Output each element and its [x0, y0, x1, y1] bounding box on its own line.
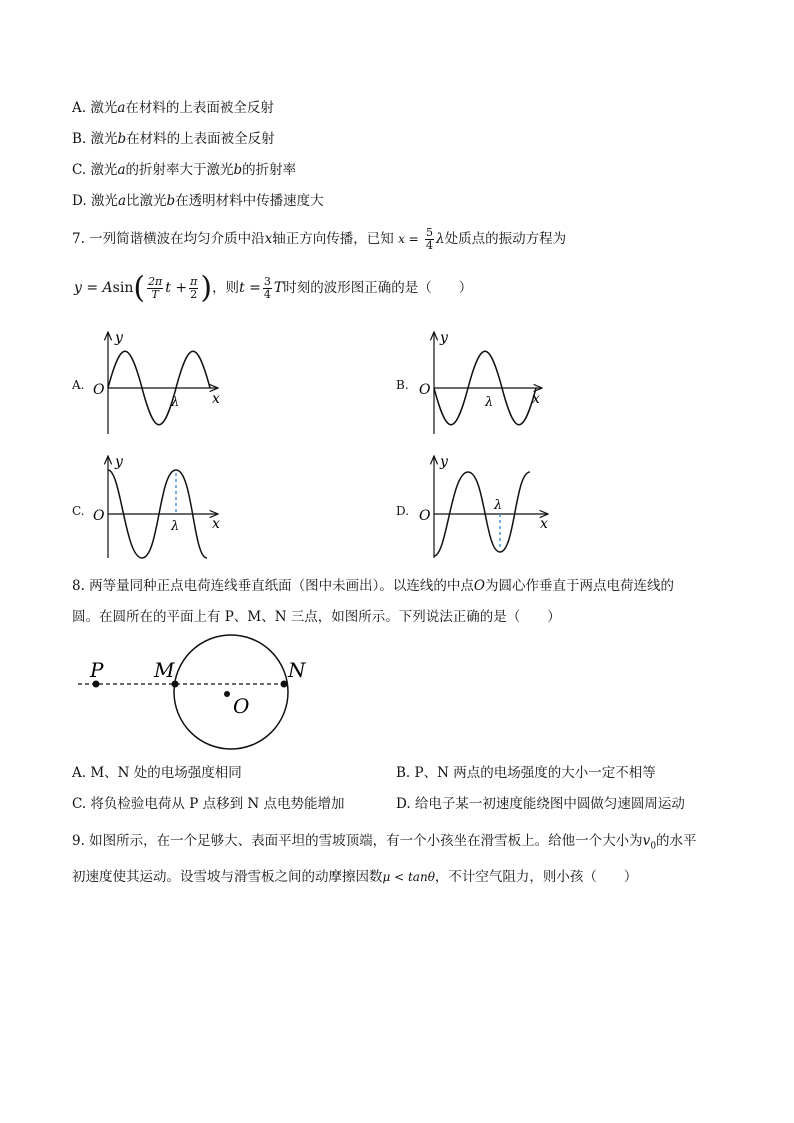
point-o [224, 691, 230, 697]
y-label: y [440, 454, 448, 470]
label-m: M [154, 658, 175, 682]
x-label: x [212, 391, 220, 407]
label-o: O [233, 694, 250, 718]
label-p: P [90, 658, 104, 682]
q9-stem-line1: 9. 如图所示，在一个足够大、表面平坦的雪坡顶端，有一个小孩坐在滑雪板上。给他一个大小为$v_0$的水平 [72, 833, 697, 852]
lambda-label: λ [485, 395, 494, 410]
q8-option-b: B. P、N 两点的电场强度的大小一定不相等 [396, 765, 656, 781]
graph-d [412, 448, 562, 564]
y-label: y [115, 330, 123, 346]
graph-a [88, 322, 238, 440]
q6-option-c: C. 激光a的折射率大于激光b的折射率 [72, 162, 297, 178]
x-label: x [540, 516, 548, 532]
q6-option-a: A. 激光a在材料的上表面被全反射 [72, 100, 274, 116]
lambda-label: λ [494, 498, 503, 513]
origin-label: O [419, 508, 431, 524]
q6-option-d: D. 激光a比激光b在透明材料中传播速度大 [72, 193, 324, 209]
graph-c-label: C. [72, 504, 85, 518]
graph-b [412, 322, 562, 440]
y-label: y [115, 454, 123, 470]
q8-option-a: A. M、N 处的电场强度相同 [72, 765, 242, 781]
point-n [281, 681, 288, 688]
q8-option-d: D. 给电子某一初速度能绕图中圆做匀速圆周运动 [396, 796, 685, 812]
lambda-label: λ [171, 519, 180, 534]
q7-stem-line1: 7. 一列简谐横波在均匀介质中沿x轴正方向传播，已知 x = $\frac{5}{4}$ λ处质点的振动方程为 [72, 226, 567, 252]
q9-stem-line2: 初速度使其运动。设雪坡与滑雪板之间的动摩擦因数μ < tanθ，不计空气阻力，则小孩（ ） [72, 869, 638, 885]
y-label: y [440, 330, 448, 346]
q8-figure [70, 632, 330, 756]
circle [174, 635, 288, 749]
lambda-label: λ [171, 395, 180, 410]
q8-stem-line2: 圆。在圆所在的平面上有 P、M、N 三点，如图所示。下列说法正确的是（ ） [72, 609, 561, 625]
origin-label: O [93, 382, 105, 398]
q6-option-b: B. 激光b在材料的上表面被全反射 [72, 131, 275, 147]
graph-a-label: A. [72, 378, 85, 392]
graph-c [88, 448, 238, 564]
q7-equation: y = Asin( $\frac{2\pi}{T}$ t + $\frac{\pi}{2}$ )，则t = $\frac{3}{4}$ T时刻的波形图正确的是（ ） [74, 270, 473, 306]
x-label: x [532, 391, 540, 407]
graph-d-label: D. [396, 504, 410, 518]
x-label: x [212, 516, 220, 532]
q8-stem-line1: 8. 两等量同种正点电荷连线垂直纸面（图中未画出）。以连线的中点O为圆心作垂直于两点电荷连线的 [72, 578, 674, 594]
q8-option-c: C. 将负检验电荷从 P 点移到 N 点电势能增加 [72, 796, 345, 812]
origin-label: O [419, 382, 431, 398]
origin-label: O [93, 508, 105, 524]
label-n: N [288, 658, 306, 682]
graph-b-label: B. [396, 378, 409, 392]
